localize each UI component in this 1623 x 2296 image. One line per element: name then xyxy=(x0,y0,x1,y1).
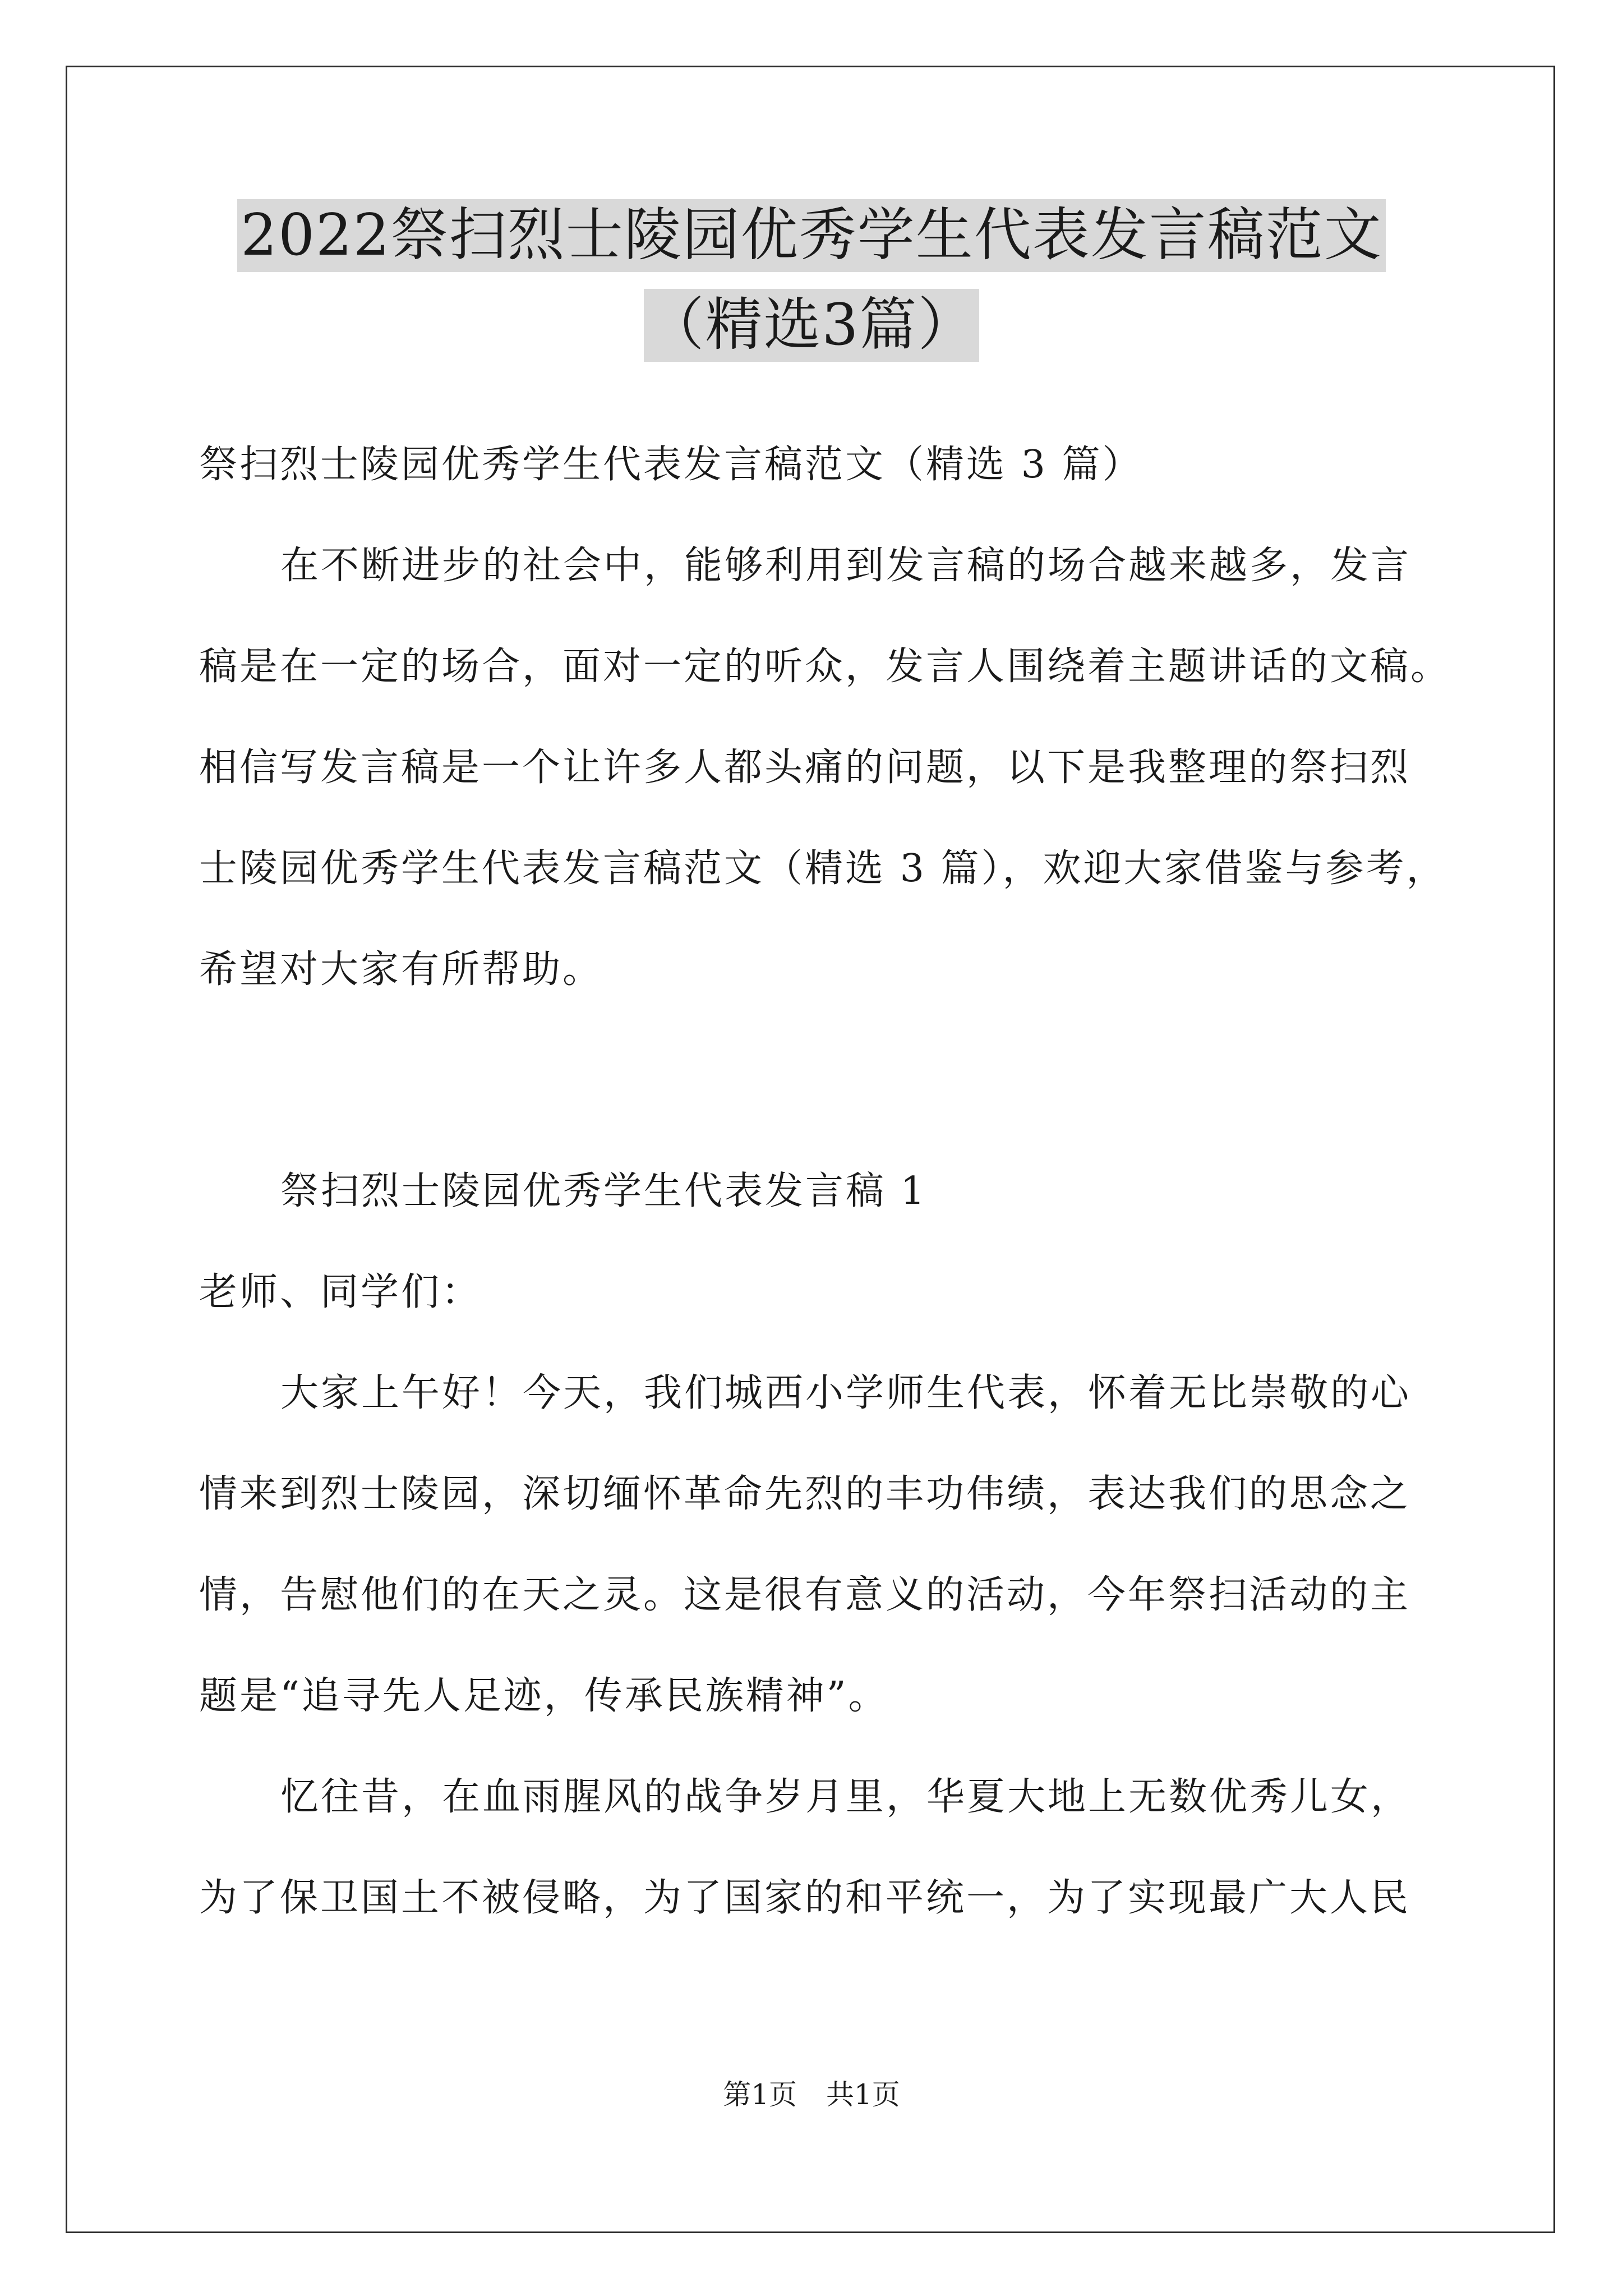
subtitle-line: 祭扫烈士陵园优秀学生代表发言稿范文（精选 3 篇） xyxy=(199,443,1143,487)
section-heading: 祭扫烈士陵园优秀学生代表发言稿 1 xyxy=(280,1169,927,1213)
title-highlight-1: 2022祭扫烈士陵园优秀学生代表发言稿范文 xyxy=(237,199,1386,272)
body-line-6: 为了保卫国土不被侵略，为了国家的和平统一，为了实现最广大人民 xyxy=(199,1876,1411,1920)
document-title-line-2 xyxy=(0,289,1623,362)
intro-line-2: 稿是在一定的场合，面对一定的听众，发言人围绕着主题讲话的文稿。 xyxy=(199,645,1451,689)
intro-line-5: 希望对大家有所帮助。 xyxy=(199,947,603,992)
salutation: 老师、同学们： xyxy=(199,1270,482,1314)
intro-line-3: 相信写发言稿是一个让许多人都头痛的问题，以下是我整理的祭扫烈 xyxy=(199,746,1411,790)
body-line-2: 情来到烈士陵园，深切缅怀革命先烈的丰功伟绩，表达我们的思念之 xyxy=(199,1472,1411,1516)
page-number: 第1页 xyxy=(723,2078,797,2111)
body-line-4: 题是“追寻先人足迹，传承民族精神”。 xyxy=(199,1674,889,1718)
title-highlight-2: （精选3篇） xyxy=(644,289,980,362)
body-line-1: 大家上午好！今天，我们城西小学师生代表，怀着无比崇敬的心 xyxy=(280,1371,1412,1415)
intro-line-1: 在不断进步的社会中，能够利用到发言稿的场合越来越多，发言 xyxy=(280,544,1412,588)
document-title-line-1 xyxy=(0,199,1623,272)
body-line-5: 忆往昔，在血雨腥风的战争岁月里，华夏大地上无数优秀儿女， xyxy=(280,1775,1412,1819)
page-footer xyxy=(0,2078,1623,2111)
body-line-3: 情，告慰他们的在天之灵。这是很有意义的活动，今年祭扫活动的主 xyxy=(199,1573,1411,1617)
intro-line-4: 士陵园优秀学生代表发言稿范文（精选 3 篇），欢迎大家借鉴与参考， xyxy=(199,846,1447,891)
page-total: 共1页 xyxy=(826,2078,900,2111)
